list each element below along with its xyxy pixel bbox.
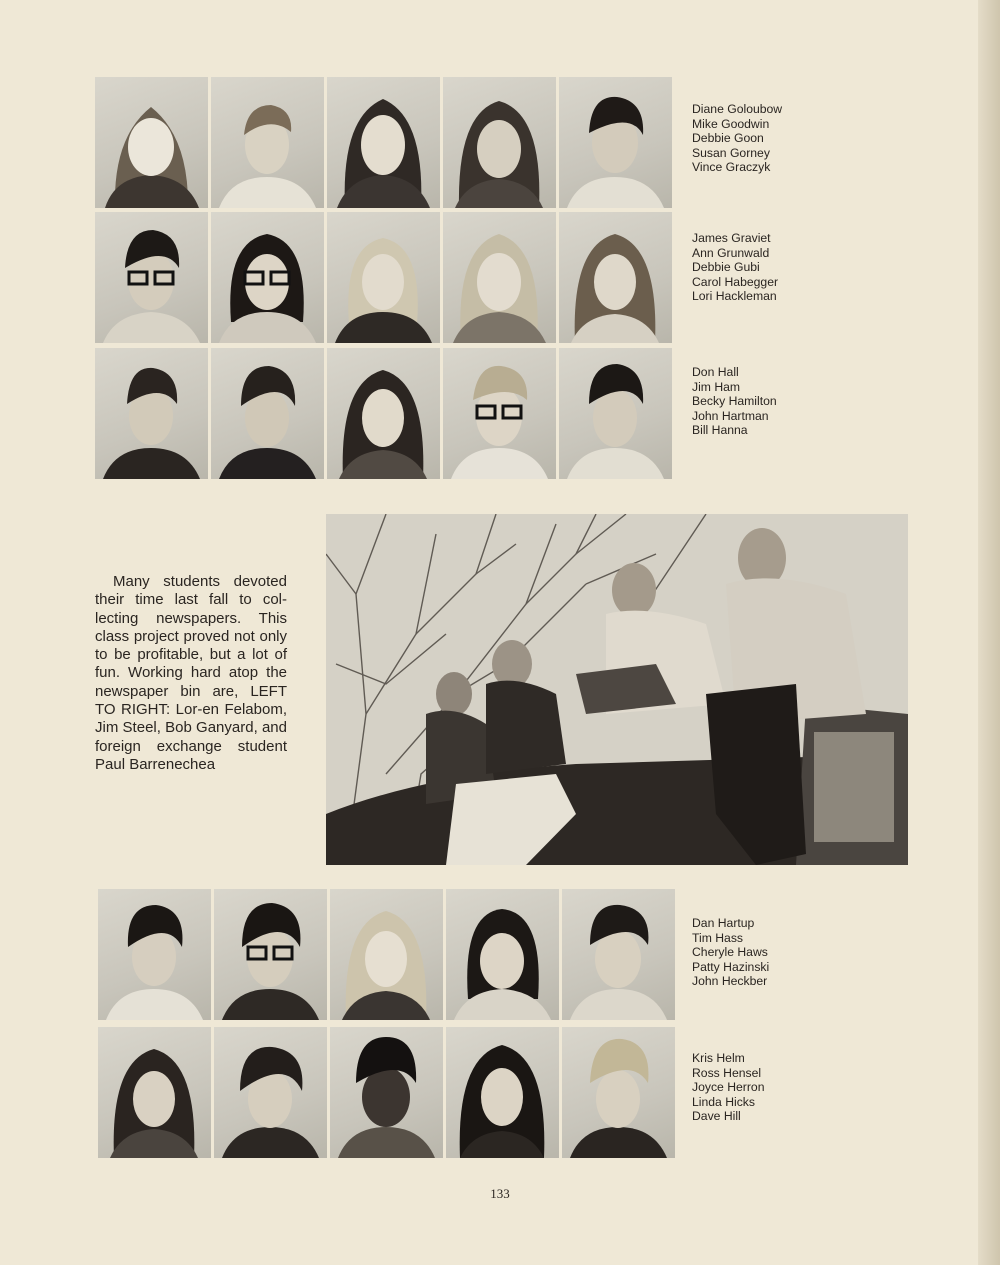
- portrait: [327, 212, 440, 343]
- portrait: [211, 77, 324, 208]
- portrait: [95, 348, 208, 479]
- student-name: Diane Goloubow: [692, 102, 783, 116]
- student-name: Linda Hicks: [692, 1094, 755, 1109]
- page-edge: [978, 0, 1000, 1265]
- portrait: [446, 1027, 559, 1158]
- student-name: Debbie Goon: [692, 131, 764, 146]
- portrait: [95, 77, 208, 208]
- student-name: Dan Hartup: [692, 916, 755, 930]
- portrait: [214, 889, 327, 1020]
- portrait: [211, 348, 324, 479]
- portrait: [98, 1027, 211, 1158]
- name-list: [692, 365, 862, 438]
- portrait: [330, 1027, 443, 1158]
- portrait: [562, 1027, 675, 1158]
- portrait: [443, 212, 556, 343]
- student-name: Dave Hill: [692, 1109, 741, 1124]
- student-name: Kris Helm: [692, 1051, 745, 1065]
- student-name: John Heckber: [692, 974, 768, 989]
- student-name: John Hartman: [692, 408, 769, 423]
- portrait: [211, 212, 324, 343]
- portrait: [98, 889, 211, 1020]
- portrait: [559, 77, 672, 208]
- name-list: [692, 1051, 862, 1124]
- student-name: Ann Grunwald: [692, 245, 770, 260]
- student-name: Mike Goodwin: [692, 116, 770, 131]
- portrait-row-2: [95, 212, 675, 343]
- student-name: Joyce Herron: [692, 1080, 765, 1095]
- portrait-row-4: [95, 889, 675, 1020]
- student-name: Jim Ham: [692, 379, 741, 394]
- portrait: [559, 212, 672, 343]
- student-name: Debbie Gubi: [692, 260, 760, 275]
- portrait: [330, 889, 443, 1020]
- caption-text: Many students devoted their time last fall to col-lecting newspapers. This class project proved not only to be profitable, but a lot of fun. Working hard atop the newspaper bin are, LEFT TO RIGHT: Lor-en Felabom, Jim Steel, Bob Ganyard, and foreign exchange student Paul Barrenechea: [95, 573, 287, 773]
- portrait: [446, 889, 559, 1020]
- portrait: [327, 348, 440, 479]
- student-name: Patty Hazinski: [692, 959, 770, 974]
- feature-photo: [326, 514, 908, 865]
- name-list: [692, 102, 862, 175]
- student-name: James Graviet: [692, 231, 771, 245]
- student-name: Bill Hanna: [692, 423, 748, 438]
- portrait: [562, 889, 675, 1020]
- student-name: Cheryle Haws: [692, 945, 768, 960]
- portrait: [214, 1027, 327, 1158]
- portrait: [95, 212, 208, 343]
- portrait: [327, 77, 440, 208]
- portrait: [443, 77, 556, 208]
- portrait-row-5: [95, 1027, 675, 1158]
- student-name: Susan Gorney: [692, 145, 770, 160]
- student-name: Lori Hackleman: [692, 289, 777, 304]
- name-list: [692, 916, 862, 989]
- student-name: Vince Graczyk: [692, 160, 771, 175]
- student-name: Carol Habegger: [692, 274, 779, 289]
- page-number: 133: [490, 1186, 510, 1201]
- portrait-row-3: [95, 348, 675, 479]
- student-name: Ross Hensel: [692, 1065, 762, 1080]
- portrait-row-1: [95, 77, 675, 208]
- portrait: [443, 348, 556, 479]
- student-name: Becky Hamilton: [692, 394, 777, 409]
- name-list: [692, 231, 862, 304]
- portrait: [559, 348, 672, 479]
- feature-caption: [95, 573, 287, 774]
- student-name: Tim Hass: [692, 930, 744, 945]
- student-name: Don Hall: [692, 365, 739, 379]
